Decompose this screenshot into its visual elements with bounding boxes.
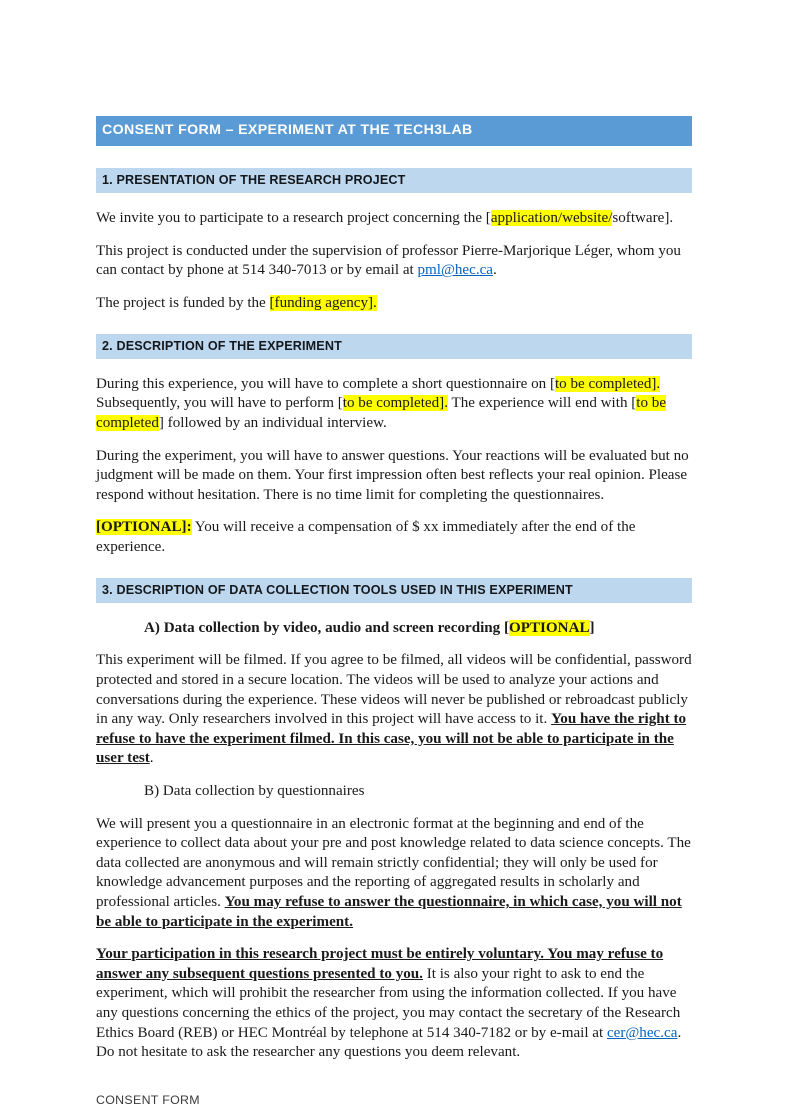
paragraph-funding: [96, 294, 692, 314]
section-heading-3-label: 3. DESCRIPTION OF DATA COLLECTION TOOLS USED IN THIS EXPERIMENT: [102, 582, 573, 597]
section-heading-3: [96, 578, 692, 603]
paragraph-experiment-flow-part-d: ] followed by an individual interview.: [158, 414, 387, 431]
placeholder-application-website: application/website/: [490, 210, 613, 227]
paragraph-compensation-part-a: You will receive a compensation of $ xx immediately after the end of the experience.: [96, 519, 636, 555]
paragraph-experiment-flow-part-b: Subsequently, you will have to perform [: [96, 395, 343, 412]
section-heading-2: [96, 334, 692, 359]
paragraph-invitation: [96, 209, 692, 229]
paragraph-funding-part-a: The project is funded by the: [96, 294, 270, 311]
placeholder-to-be-completed-1: to be completed].: [554, 375, 661, 392]
email-link-cer[interactable]: cer@hec.ca: [606, 1024, 678, 1041]
placeholder-optional-compensation: [OPTIONAL]:: [96, 519, 192, 536]
paragraph-experiment-flow: [96, 375, 692, 434]
document-footer: CONSENT FORM: [96, 1092, 200, 1107]
paragraph-invitation-part-b: software].: [612, 210, 674, 227]
paragraph-video-recording-part-b: .: [149, 750, 154, 767]
paragraph-experiment-flow-part-a: During this experience, you will have to complete a short questionnaire on [: [96, 375, 555, 392]
paragraph-supervision-part-b: .: [493, 262, 497, 279]
document-title: CONSENT FORM – EXPERIMENT AT THE TECH3LAB: [102, 122, 473, 138]
section-heading-1-label: 1. PRESENTATION OF THE RESEARCH PROJECT: [102, 173, 406, 188]
paragraph-questionnaires-part-a: We will present you a questionnaire in an electronic format at the beginning and end of the experience to collect data about your pre and post knowledge related to data science concepts. The data collected are anonymous and will remain strictly confidential; they will only be used for knowledge advancement purposes and the reporting of aggregated results in scholarly and professional articles.: [96, 815, 691, 910]
subsection-a-heading: [96, 619, 692, 639]
placeholder-to-be-completed-2: to be completed].: [342, 395, 448, 412]
paragraph-questionnaires-emphasis: You may refuse to answer the questionnaire, in which case, you will not be able to participate in the experiment.: [96, 893, 682, 930]
paragraph-supervision: [96, 242, 692, 281]
subsection-b-heading: B) Data collection by questionnaires: [144, 782, 365, 799]
paragraph-voluntary-participation-part-b: . Do not hesitate to ask the researcher any questions you deem relevant.: [96, 1024, 682, 1061]
placeholder-optional-video: OPTIONAL: [509, 619, 590, 636]
paragraph-invitation-part-a: We invite you to participate to a research project concerning the [: [96, 210, 491, 227]
paragraph-compensation: [96, 518, 692, 557]
paragraph-no-judgment: During the experiment, you will have to answer questions. Your reactions will be evaluated but no judgment will be made on them. Your first impression often best reflects your real opinion. Please respond without hesitation. There is no time limit for completing the questionnaires.: [96, 447, 689, 503]
subsection-a-heading-part-b: ]: [589, 619, 595, 636]
placeholder-funding-agency: [funding agency].: [269, 294, 377, 311]
section-heading-2-label: 2. DESCRIPTION OF THE EXPERIMENT: [102, 338, 342, 353]
paragraph-questionnaires: [96, 815, 692, 933]
paragraph-video-recording-emphasis: You have the right to refuse to have the experiment filmed. In this case, you will not be able to participate in the user test: [96, 711, 687, 767]
email-link-pml[interactable]: pml@hec.ca: [417, 262, 493, 279]
paragraph-voluntary-participation-part-a: It is also your right to ask to end the experiment, which will prohibit the researcher from using the information collected. If you have any questions concerning the ethics of the project, you may contact the secretary of the Research Ethics Board (REB) or HEC Montréal by telephone at 514 340-7182 or by e-mail at: [96, 965, 681, 1041]
placeholder-to-be-completed-3: to be completed: [96, 395, 667, 431]
paragraph-supervision-part-a: This project is conducted under the supervision of professor Pierre-Marjorique Léger, whom you can contact by phone at 514 340-7013 or by email at: [96, 242, 681, 279]
document-title-bar: [96, 116, 692, 146]
paragraph-video-recording-part-a: This experiment will be filmed. If you agree to be filmed, all videos will be confidential, password protected and stored in a secure location. The videos will be used to analyze your actions and conversations during the experience. These videos will never be published or rebroadcast publicly in any way. Only researchers involved in this project will have access to it.: [96, 652, 692, 728]
subsection-a-heading-part-a: A) Data collection by video, audio and screen recording [: [144, 619, 510, 636]
section-heading-1: [96, 168, 692, 193]
paragraph-experiment-flow-part-c: The experience will end with [: [447, 395, 637, 412]
paragraph-video-recording: [96, 651, 692, 769]
paragraph-voluntary-participation-emphasis: Your participation in this research project must be entirely voluntary. You may refuse to answer any subsequent questions presented to you.: [96, 946, 664, 982]
paragraph-voluntary-participation: [96, 945, 692, 1063]
